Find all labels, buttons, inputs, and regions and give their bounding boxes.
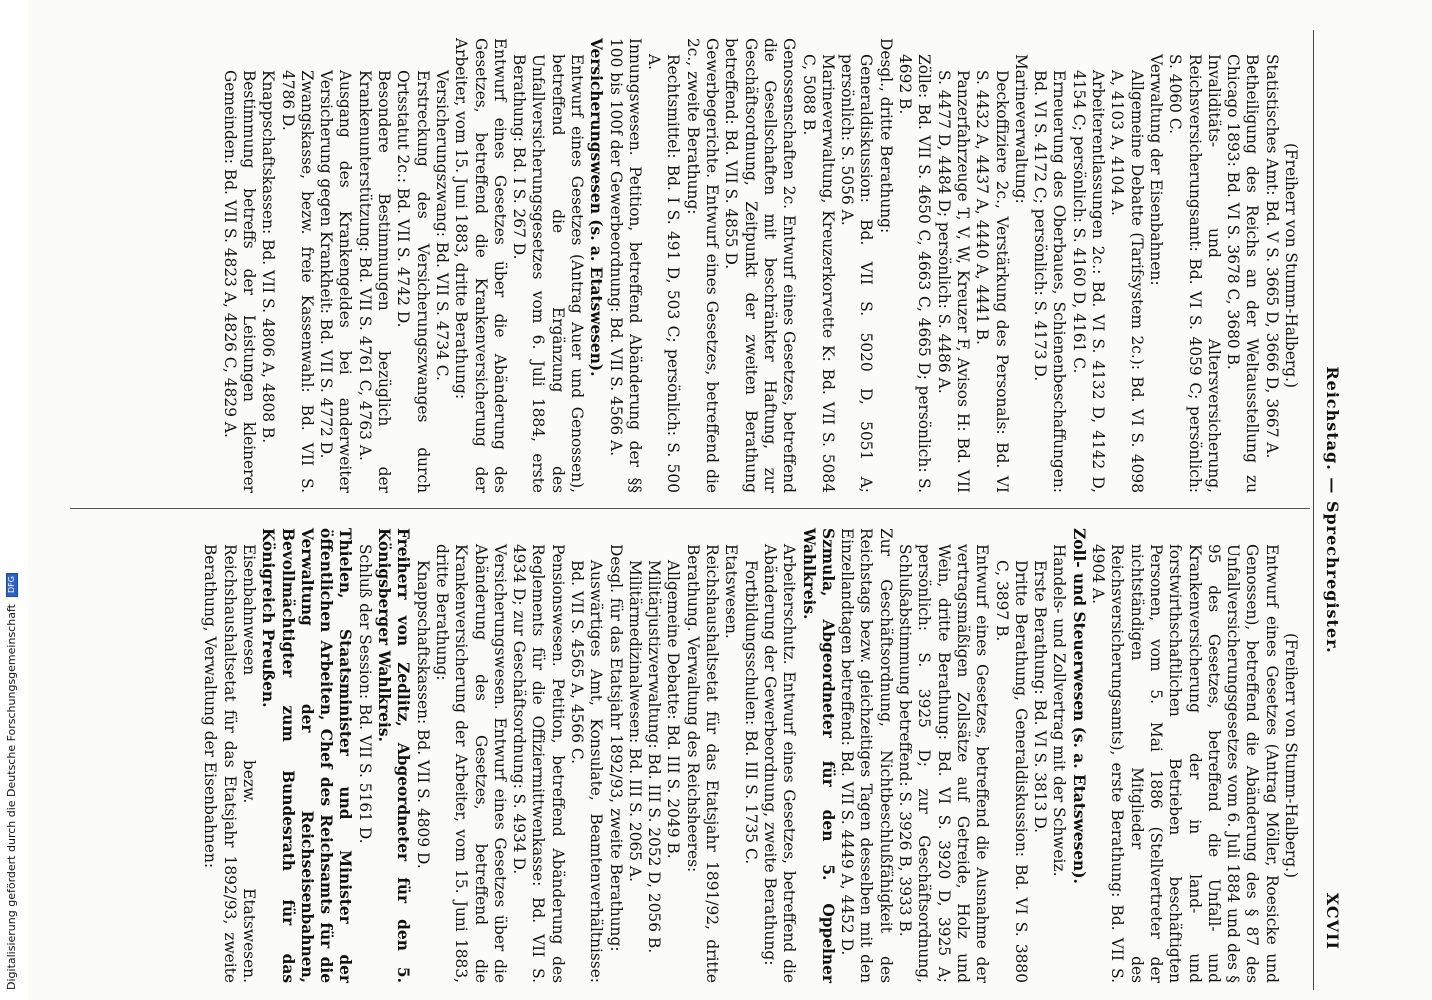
digitization-notice <box>0 0 28 1000</box>
entry-heading: (Freiherr von Stumm-Halberg.) <box>1282 142 1300 389</box>
entry: Marineverwaltung, Kreuzerkorvette K: Bd. VII S. 5084 C, 5088 B. <box>799 54 837 493</box>
entry: Dritte Berathung, Generaldiskussion: Bd. VI S. 3880 C, 3897 B. <box>992 560 1030 983</box>
page-top-edge <box>28 0 1432 14</box>
entry-heading: Thielen, Staatsminister und Minister der öffentlichen Arbeiten, Chef des Reichsamts für die Verwaltung der Reichseisenbahnen, Bevollmächtigter zum Bundesrath für das Königreich Preußen. <box>259 528 355 983</box>
entry: Arbeiterentlassungen 2c.: Bd. VI S. 4132 D, 4142 D, 4154 C; persönlich: S. 4160 D, 4161 C. <box>1069 70 1108 493</box>
entry-heading: Freiherr von Zedlitz, Abgeordneter für den 5. Königsberger Wahlkreis. <box>375 528 413 983</box>
entry: Knappschaftskassen: Bd. VII S. 4806 A, 4808 B. <box>259 70 278 444</box>
entry: Etatswesen. <box>722 544 741 639</box>
entry: Zölle: Bd. VII S. 4650 C, 4663 C, 4665 D; persönlich: S. 4692 B. <box>896 54 934 493</box>
entry-heading: Szmula, Abgeordneter für den 5. Oppelner Wahlkreis. <box>799 528 837 983</box>
entry: Betheiligung des Reichs an der Weltausstellung zu Chicago 1893: Bd. VI S. 3678 C, 3680 B. <box>1224 54 1262 493</box>
entry: Erste Berathung: Bd. VI S. 3813 D. <box>1031 560 1050 834</box>
dfg-logo-icon: DFG <box>6 573 18 597</box>
column-divider <box>70 508 1310 509</box>
entry-heading: (Freiherr von Stumm-Halberg.) <box>1282 632 1300 879</box>
entry: Knappschaftskassen: Bd. VII S. 4809 D. <box>413 560 432 869</box>
entry: Entwurf eines Gesetzes (Antrag Möller, Roesicke und Genossen), betreffend die Abänderung des § 87 des Unfallversicherungsgesetzes vom 6. Juli 1884 und des § 95 des Gesetzes, betreffend die Unfall- und Krankenversicherung der in land- und forstwirthschaftlichen Betrieben beschäftigten Personen, vom 5. Mai 1886 (Stellvertreter der nichtständigen Mitglieder des Reichsversicherungsamts), erste Berathung: Bd. VII S. 4904 A. <box>1089 544 1281 983</box>
entry: Reichshaushaltsetat für das Etatsjahr 1891/92, dritte Berathung. Verwaltung des Reichsheeres: <box>683 544 722 983</box>
entry: Besondere Bestimmungen bezüglich der Krankenunterstützung: Bd. VII S. 4761 C, 4763 A. <box>355 70 394 493</box>
entry: Schluß der Session: Bd. VII S. 5161 D. <box>355 544 374 844</box>
notice-label: Digitalisierung gefördert durch die Deutsche Forschungsgemeinschaft <box>5 604 18 990</box>
header-title: Reichstag. — Sprechregister. <box>1323 366 1342 654</box>
page-number: XCVII <box>1323 892 1342 950</box>
entry: Desgl., dritte Berathung: <box>876 38 895 234</box>
entry: Ausgang des Krankengeldes bei anderweiter Versicherung gegen Krankheit: Bd. VII S. 4772 D. <box>317 70 355 493</box>
entry: Gewerbegerichte. Entwurf eines Gesetzes, betreffend die 2c., zweite Berathung: <box>683 38 722 493</box>
entry: Versicherungswesen. Entwurf eines Gesetzes über die Abänderung des Gesetzes, betreffend die Krankenversicherung der Arbeiter, vom 15. Juni 1883, dritte Berathung: <box>432 544 509 983</box>
entry: Zur Geschäftsordnung, Nichtbeschlußfähigkeit des Reichstags bezw. gleichzeitiges Tagen desselben mit den Einzellandtagen betreffend: Bd. VII S. 4449 A, 4452 D. <box>838 528 895 983</box>
entry: Handels- und Zollvertrag mit der Schweiz. <box>1050 544 1069 877</box>
running-header <box>1312 30 1348 990</box>
entry: Panzerfahrzeuge T, V, W, Kreuzer F, Avisos H: Bd. VII S. 4477 D, 4484 D; persönlich: S. 4486 A. <box>934 70 972 493</box>
entry: Eisenbahnwesen bezw. Etatswesen. Reichshaushaltsetat für das Etatsjahr 1892/93, zweite Berathung, Verwaltung der Eisenbahnen: <box>201 544 258 983</box>
register-page <box>58 30 1348 990</box>
left-column <box>219 38 1300 493</box>
entry: Entwurf eines Gesetzes (Antrag Auer und Genossen), betreffend die Ergänzung des Unfallversicherungsgesetzes vom 6. Juli 1884, erste Berathung: Bd. I S. 267 D. <box>510 54 587 493</box>
entry: Verwaltung der Eisenbahnen: <box>1146 54 1165 286</box>
entry: Zwangskasse, bezw. freie Kassenwahl: Bd. VII S. 4786 D. <box>278 70 316 493</box>
entry: Statistisches Amt: Bd. V S. 3665 D, 3666 D, 3667 A. <box>1262 54 1281 459</box>
entry: Auswärtiges Amt, Konsulate, Beamtenverhältnisse: Bd. VII S. 4565 A, 4566 C. <box>568 560 606 983</box>
entry: Allgemeine Debatte: Bd. III S. 2049 B. <box>664 560 683 859</box>
entry: Erstreckung des Versicherungszwanges durch Ortsstatut 2c.: Bd. VII S. 4742 D. <box>394 70 432 493</box>
entry: Genossenschaften 2c. Entwurf eines Gesetzes, betreffend die Gesellschaften mit beschränkter Haftung, zur Geschäftsordnung, Zeitpunkt der zweiten Berathung betreffend: Bd. VII S. 4855 D. <box>722 38 799 493</box>
header-rule <box>1313 30 1314 990</box>
entry: Rechtsmittel: Bd. I S. 491 D, 503 C; persönlich: S. 500 A. <box>645 54 683 493</box>
digitization-notice-text <box>5 573 18 990</box>
entry: Desgl. für das Etatsjahr 1892/93, zweite Berathung: <box>606 544 625 952</box>
right-column <box>200 528 1300 983</box>
entry: Arbeiterschutz. Entwurf eines Gesetzes, betreffend die Abänderung der Gewerbeordnung, zweite Berathung: <box>760 544 799 983</box>
entry: Generaldiskussion: Bd. VII S. 5020 D, 5051 A; persönlich: S. 5056 A. <box>838 54 876 493</box>
entry-heading: Zoll- und Steuerwesen (s. a. Etatswesen). <box>1069 528 1088 884</box>
entry: Innungswesen. Petition, betreffend Abänderung der §§ 100 bis 100f der Gewerbeordnung: Bd. VII S. 4566 A. <box>606 38 644 493</box>
entry: Fortbildungsschulen: Bd. III S. 1735 C. <box>741 560 760 865</box>
entry-heading: Versicherungswesen (s. a. Etatswesen). <box>587 38 606 377</box>
entry: Marineverwaltung: <box>1011 54 1030 204</box>
entry: Militärjustizverwaltung: Bd. III S. 2052 D, 2056 B. <box>645 560 664 954</box>
entry: Pensionswesen. Petition, betreffend Abänderung des Reglements für die Offiziermittwenkasse: Bd. VII S. 4934 D; zur Geschäftsordnung: S. 4934 D. <box>510 544 567 983</box>
entry: Militärmedizinalwesen: Bd. III S. 2065 A. <box>625 560 644 882</box>
entry: Entwurf eines Gesetzes, betreffend die Ausnahme der vertragsmäßigen Zollsätze auf Getreide, Holz und Wein, dritte Berathung: Bd. VI S. 3920 D, 3925 A; persönlich: S. 3925 D; zur Geschäftsordnung, Schlußabstimmung betreffend: S. 3926 B, 3933 B. <box>896 544 992 983</box>
entry: Allgemeine Debatte (Tarifsystem 2c.): Bd. VI S. 4098 A, 4103 A, 4104 A. <box>1108 70 1146 493</box>
entry: Deckoffiziere 2c., Verstärkung des Personals: Bd. VI S. 4432 A, 4437 A, 4440 A, 4441 B. <box>973 70 1011 493</box>
entry: Bestimmung betreffs der Leistungen kleinerer Gemeinden: Bd. VII S. 4823 A, 4826 C, 4829 A. <box>220 70 258 493</box>
entry: Erneuerung des Oberbaues, Schienenbeschaffungen: Bd. VI S. 4172 C; persönlich: S. 4173 D. <box>1031 70 1069 493</box>
entry: Invaliditäts- und Altersversicherung, Reichsversicherungsamt: Bd. VI S. 4059 C; persönlich: S. 4060 C. <box>1166 54 1223 493</box>
entry: Entwurf eines Gesetzes über die Abänderung des Gesetzes, betreffend die Krankenversicherung der Arbeiter, vom 15. Juni 1883, dritte Berathung: <box>452 38 509 493</box>
entry: Versicherungszwang: Bd. VII S. 4734 C. <box>432 70 451 381</box>
